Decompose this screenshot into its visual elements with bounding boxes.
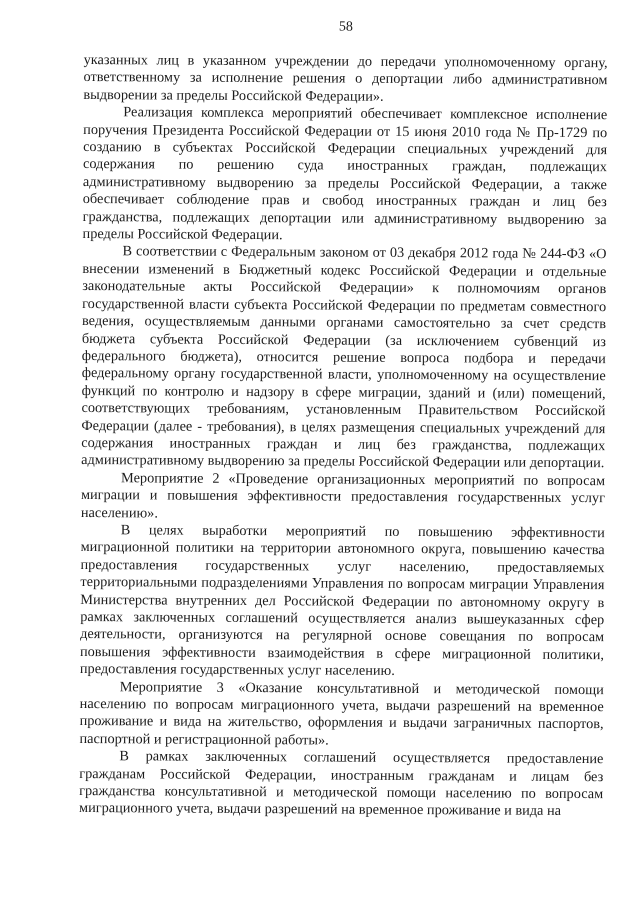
paragraph-measure-2-body: В целях выработки мероприятий по повышению эффективности миграционной политики на территории автономного округа, повышению качества предоставления государственных услуг населению, предоставляемых территориальными подразделениями Управления по вопросам миграции Управления Министерства внутренних дел Российской Федерации по автономному округу в рамках заключенных соглашений осуществляется анализ вышеуказанных сфер деятельности, организуются на регулярной основе совещания по вопросам повышения эффективности взаимодействия в сфере миграционной политики, предоставления государственных услуг населению. xyxy=(79,522,605,680)
paragraph-measure-2-heading: Мероприятие 2 «Проведение организационных мероприятий по вопросам миграции и повышения эффективности предоставления государственных услуг населению». xyxy=(80,469,606,522)
paragraph-measure-3-body: В рамках заключенных соглашений осуществляется предоставление гражданам Российской Федерации, иностранным гражданам и лицам без гражданства консультативной и методической помощи населению по вопросам миграционного учета, выдачи разрешений на временное проживание и вида на xyxy=(79,748,604,820)
paragraph-federal-law: В соответствии с Федеральным законом от 03 декабря 2012 года № 244-ФЗ «О внесении изменений в Бюджетный кодекс Российской Федерации и отдельные законодательные акты Российской Федерации» к полномочиям органов государственной власти субъекта Российской Федерации по предметам совместного ведения, осуществляемым данными органами самостоятельно за счет средств бюджета субъекта Российской Федерации (за исключением субвенций из федерального бюджета), относится решение вопроса подбора и передачи федеральному органу государственной власти, уполномоченному на осуществление функций по контролю и надзору в сфере миграции, зданий и (или) помещений, соответствующих требованиям, установленным Правительством Российской Федерации (далее - требования), в целях размещения специальных учреждений для содержания иностранных граждан и лиц без гражданства, подлежащих административному выдворению за пределы Российской Федерации или депортации. xyxy=(81,243,607,472)
paragraph-implementation: Реализация комплекса мероприятий обеспечивает комплексное исполнение поручения Президента Российской Федерации от 15 июня 2010 года № Пр-1729 по созданию в субъектах Российской Федерации специальных учреждений для содержания по решению суда иностранных граждан, подлежащих административному выдворению за пределы Российской Федерации, а также обеспечивает соблюдение прав и свобод иностранных граждан и лиц без гражданства, подлежащих депортации или административному выдворению за пределы Российской Федерации. xyxy=(82,104,608,244)
document-body xyxy=(79,52,608,821)
document-page xyxy=(78,0,608,908)
paragraph-continuation: указанных лиц в указанном учреждении до передачи уполномоченному органу, ответственному за исполнение решения о депортации либо административном выдворении за пределы Российской Федерации». xyxy=(83,51,608,105)
page-number: 58 xyxy=(338,19,353,35)
paragraph-measure-3-heading: Мероприятие 3 «Оказание консультативной и методической помощи населению по вопросам миграционного учета, выдачи разрешений на временное проживание и вида на жительство, оформления и выдачи заграничных паспортов, паспортной и регистрационной работы». xyxy=(79,678,604,749)
